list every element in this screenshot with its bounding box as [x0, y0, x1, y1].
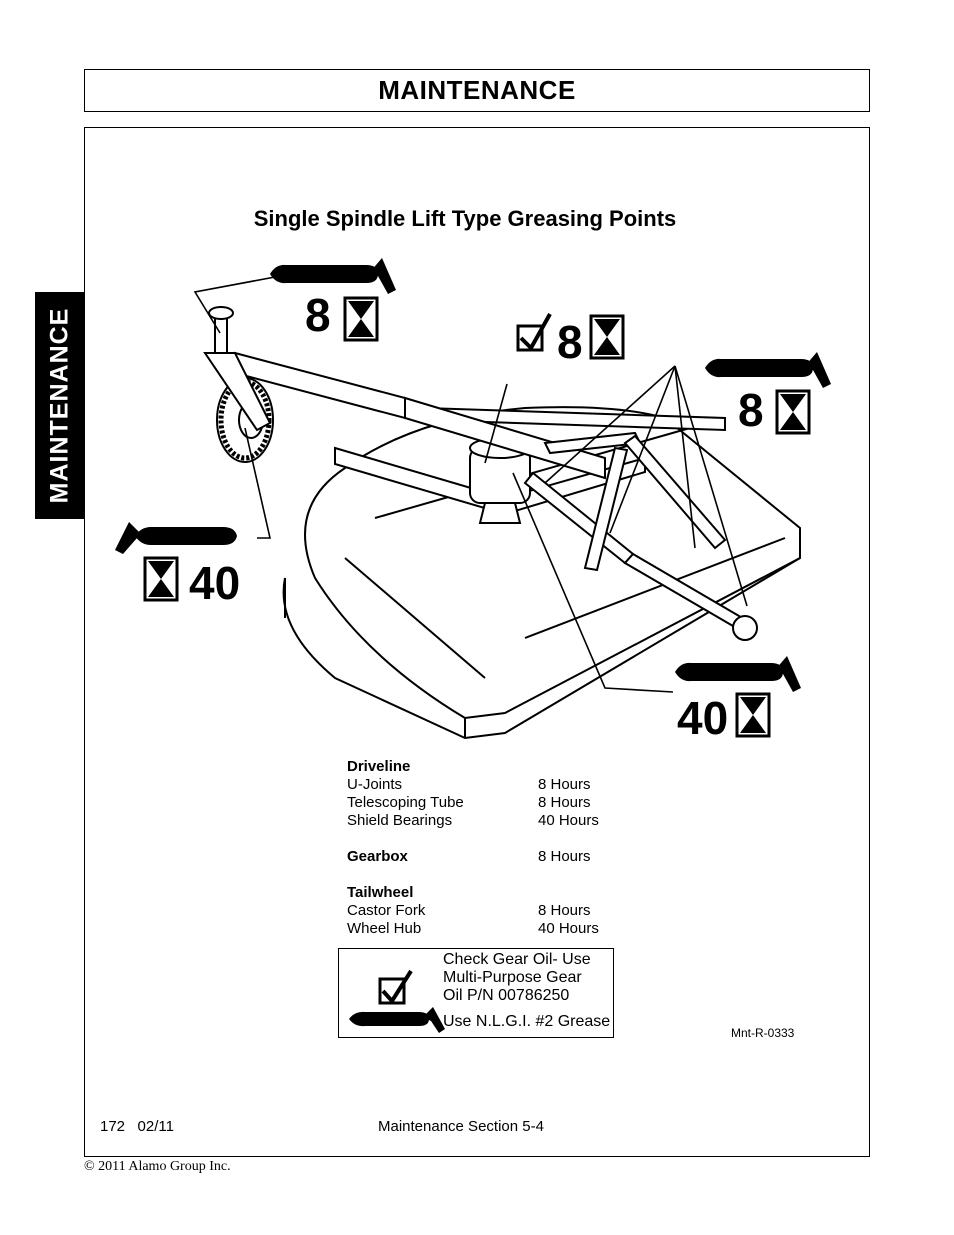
footer-page-info — [100, 1118, 174, 1135]
diagram-title: Single Spindle Lift Type Greasing Points — [253, 206, 677, 231]
legend-check-text: Check Gear Oil- Use Multi-Purpose Gear Oil P/N 00786250 — [443, 951, 591, 1004]
callout-castor-hub-hours: 40 — [189, 557, 241, 609]
page-number: 172 — [100, 1118, 126, 1135]
page-header — [84, 69, 870, 112]
schedule-row: U-Joints 8 Hours — [347, 776, 591, 793]
lubrication-schedule — [347, 758, 647, 938]
grease-gun-icon — [270, 258, 396, 294]
castor-wheel — [205, 307, 273, 462]
hourglass-icon — [737, 694, 769, 736]
copyright: © 2011 Alamo Group Inc. — [84, 1159, 231, 1174]
grease-gun-icon — [675, 656, 801, 692]
hourglass-icon — [777, 391, 809, 433]
schedule-group-heading: Tailwheel — [347, 884, 414, 901]
grease-gun-icon — [115, 522, 237, 554]
schedule-row: Castor Fork 8 Hours — [347, 902, 591, 919]
schedule-row: Shield Bearings 40 Hours — [347, 812, 599, 829]
page-title: MAINTENANCE — [378, 75, 576, 105]
callout-castor-fork-hours: 8 — [305, 289, 331, 341]
mower-illustration — [85, 258, 869, 748]
revision-date: 02/11 — [137, 1118, 174, 1135]
hourglass-icon — [591, 316, 623, 358]
checkbox-icon — [518, 314, 550, 350]
grease-gun-icon — [349, 1007, 453, 1037]
callout-driveline-hours: 8 — [738, 384, 764, 436]
schedule-row: Wheel Hub 40 Hours — [347, 920, 599, 937]
hourglass-icon — [345, 298, 377, 340]
footer-section: Maintenance Section 5-4 — [378, 1118, 544, 1135]
callout-gearbox-hours: 8 — [557, 316, 583, 368]
legend-box — [338, 948, 614, 1038]
legend-grease-text: Use N.L.G.I. #2 Grease — [443, 1013, 611, 1030]
schedule-group-heading: Gearbox 8 Hours — [347, 848, 591, 865]
callout-shield-bearings-hours: 40 — [677, 692, 729, 744]
grease-gun-icon — [705, 352, 831, 388]
schedule-group-heading: Driveline — [347, 758, 411, 775]
content-frame — [84, 127, 870, 1157]
checkbox-icon — [377, 969, 417, 1009]
side-tab — [35, 292, 85, 519]
side-tab-label: MAINTENANCE — [45, 307, 74, 504]
hourglass-icon — [145, 558, 177, 600]
schedule-row: Telescoping Tube 8 Hours — [347, 794, 591, 811]
figure-reference-code: Mnt-R-0333 — [731, 1026, 795, 1040]
